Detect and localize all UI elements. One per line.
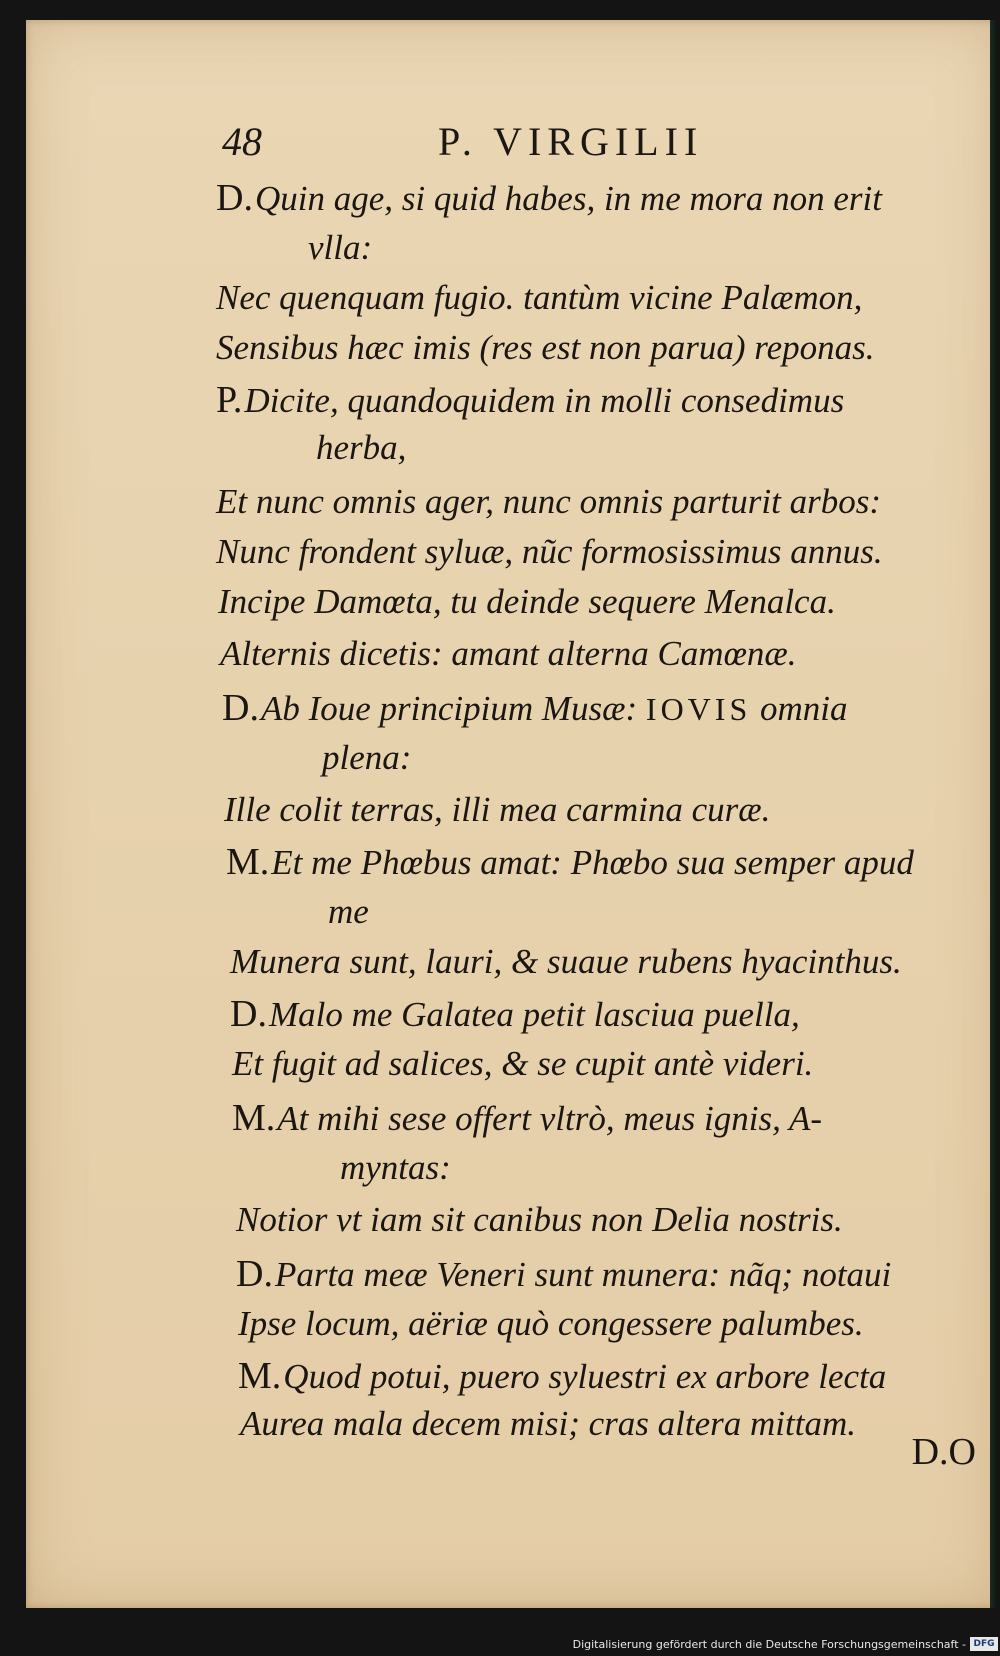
- line-text: Quin age, si quid habes, in me mora non erit: [254, 179, 882, 218]
- line-text: Malo me Galatea petit lasciua puella,: [268, 995, 800, 1034]
- speaker-label: D.: [222, 687, 259, 729]
- speaker-label: D.: [230, 993, 267, 1035]
- verse-line: [232, 1044, 813, 1084]
- verse-line: [216, 532, 883, 572]
- verse-line: [230, 942, 902, 982]
- line-text: Ipse locum, aëriæ quò congessere palumbes.: [238, 1304, 864, 1343]
- capitals-word: IOVIS: [645, 691, 752, 727]
- verse-line: [322, 738, 411, 778]
- catchword: D.O: [911, 1431, 976, 1473]
- verse-line: [236, 1252, 891, 1296]
- speaker-label: D.: [236, 1253, 273, 1295]
- line-text: Munera sunt, lauri, & suaue rubens hyacinthus.: [230, 942, 902, 981]
- verse-line: [220, 634, 797, 674]
- verse-line: [240, 1404, 856, 1444]
- verse-line: [218, 582, 836, 622]
- verse-line: [222, 686, 847, 730]
- speaker-label: M.: [238, 1355, 282, 1397]
- verse-line: [230, 992, 800, 1036]
- verse-line: [340, 1148, 451, 1188]
- line-text: Ab Ioue principium Musæ:: [260, 689, 638, 728]
- line-text: Parta meæ Veneri sunt munera: nãq; notaui: [274, 1255, 892, 1294]
- line-text: Sensibus hæc imis (res est non parua) reponas.: [216, 328, 875, 367]
- speaker-label: M.: [226, 841, 270, 883]
- line-text: myntas:: [340, 1148, 451, 1187]
- verse-line: [216, 278, 862, 318]
- verse-line: [224, 790, 770, 830]
- verse-line: [216, 328, 875, 368]
- page-number: 48: [222, 119, 262, 164]
- line-text: vlla:: [308, 228, 373, 267]
- verse-line: [328, 892, 369, 932]
- verse-line: [216, 482, 881, 522]
- line-text: Et me Phœbus amat: Phœbo sua semper apud: [271, 843, 914, 882]
- line-text: Et nunc omnis ager, nunc omnis parturit arbos:: [216, 482, 881, 521]
- line-text: Aurea mala decem misi; cras altera mittam.: [240, 1404, 856, 1443]
- line-text: Incipe Damœta, tu deinde sequere Menalca.: [218, 582, 836, 621]
- line-text: herba,: [316, 428, 407, 467]
- book-page: [26, 20, 998, 1608]
- line-text-end: omnia: [759, 689, 848, 728]
- verse-line: [216, 176, 882, 220]
- verse-line: [232, 1096, 822, 1140]
- line-text: At mihi sese offert vltrò, meus ignis, A-: [277, 1099, 823, 1138]
- dfg-logo: DFG: [970, 1637, 998, 1651]
- digitization-credit: Digitalisierung gefördert durch die Deutsche Forschungsgemeinschaft -: [572, 1638, 966, 1651]
- line-text: me: [328, 892, 369, 931]
- footer-bar: [0, 1636, 1000, 1656]
- line-text: plena:: [322, 738, 412, 777]
- line-text: Nec quenquam fugio. tantùm vicine Palæmon,: [216, 278, 863, 317]
- speaker-label: M.: [232, 1097, 276, 1139]
- verse-line: [226, 840, 914, 884]
- verse-line: [238, 1354, 886, 1398]
- verse-line: [308, 228, 372, 268]
- verse-line: [236, 1200, 843, 1240]
- speaker-label: P.: [216, 379, 243, 421]
- line-text: Alternis dicetis: amant alterna Camœnæ.: [220, 634, 797, 673]
- line-text: Dicite, quandoquidem in molli consedimus: [244, 381, 845, 420]
- line-text: Ille colit terras, illi mea carmina curæ.: [224, 790, 771, 829]
- verse-line: [238, 1304, 864, 1344]
- line-text: Et fugit ad salices, & se cupit antè videri.: [232, 1044, 814, 1083]
- verse-line: [216, 378, 844, 422]
- line-text: Notior vt iam sit canibus non Delia nostris.: [236, 1200, 843, 1239]
- binding-edge: [990, 20, 998, 1608]
- verse-line: [316, 428, 406, 468]
- running-head: P. VIRGILII: [438, 119, 704, 164]
- line-text: Nunc frondent syluæ, nũc formosissimus annus.: [216, 532, 883, 571]
- speaker-label: D.: [216, 177, 253, 219]
- page-header: [26, 118, 998, 166]
- line-text: Quod potui, puero syluestri ex arbore lecta: [283, 1357, 887, 1396]
